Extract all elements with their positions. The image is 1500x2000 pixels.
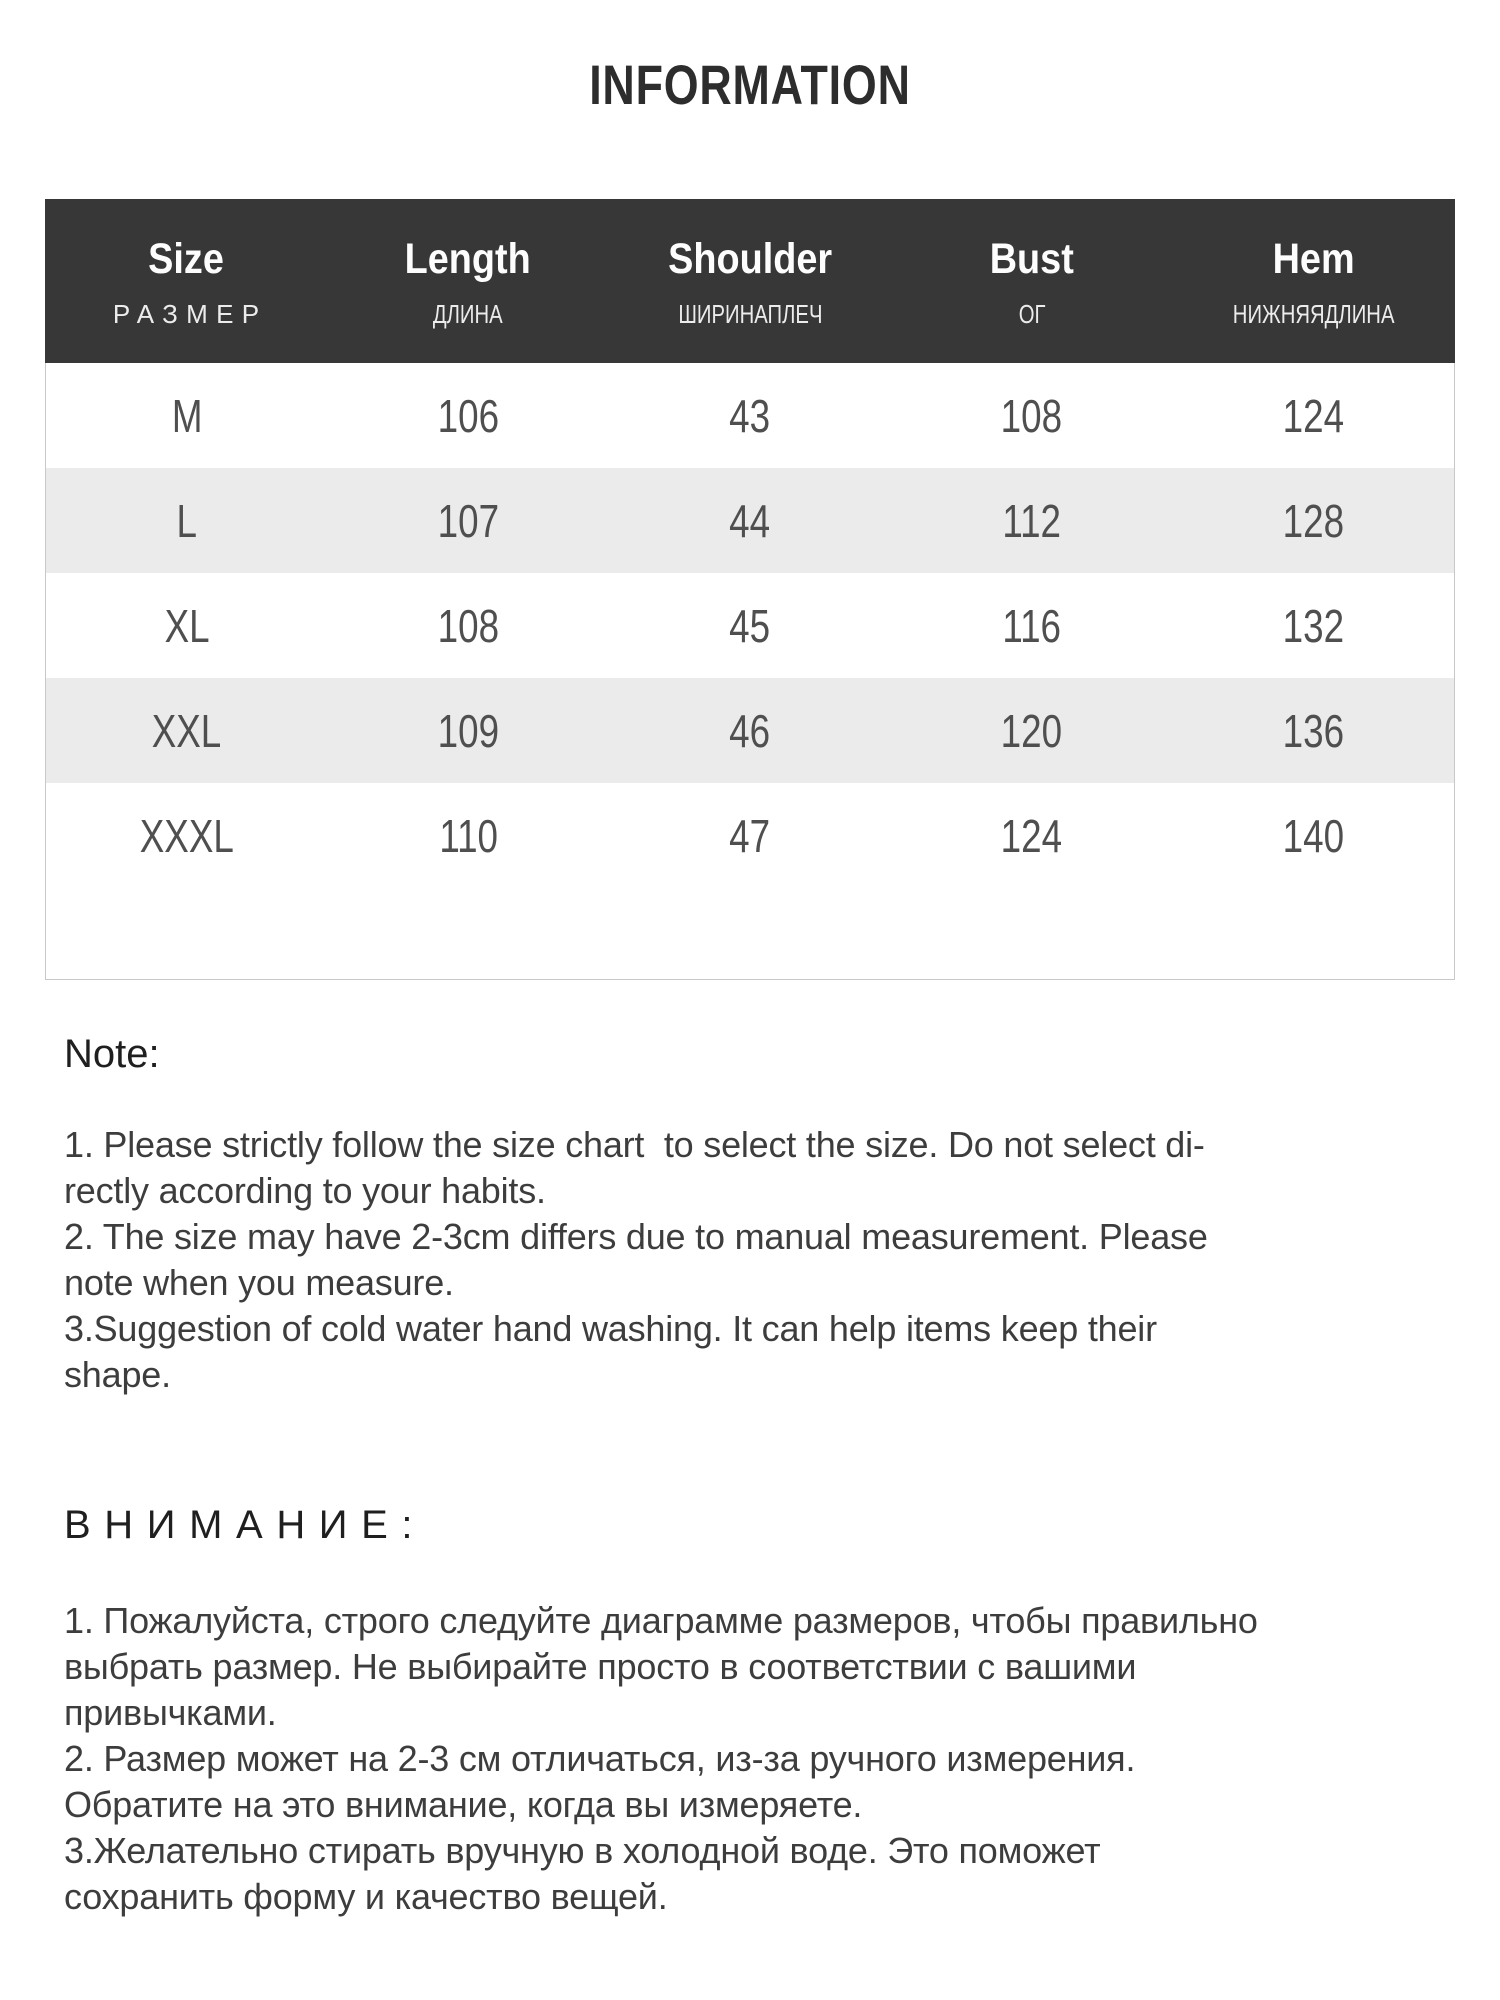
cell-shoulder: 47 — [729, 809, 771, 862]
note-line: привычками. — [64, 1692, 277, 1733]
cell-shoulder: 45 — [729, 599, 771, 652]
table-row-xl — [46, 573, 1454, 678]
table-row-l — [46, 468, 1454, 573]
cell-length: 108 — [437, 599, 500, 652]
note-line: Обратите на это внимание, когда вы измеряете. — [64, 1784, 863, 1825]
cell-length: 109 — [437, 704, 500, 757]
column-label-en: Bust — [989, 234, 1075, 283]
column-label-en: Hem — [1272, 234, 1356, 283]
size-table — [45, 199, 1455, 980]
note-line: rectly according to your habits. — [64, 1170, 546, 1211]
column-label-ru: ДЛИНА — [433, 298, 503, 329]
table-empty-filler — [46, 888, 1454, 979]
cell-size: XXL — [152, 704, 222, 757]
cell-length: 107 — [437, 494, 500, 547]
column-header-shoulder — [609, 199, 891, 363]
column-label-en: Size — [148, 234, 224, 283]
note-line: 1. Please strictly follow the size chart to select the size. Do not select di- — [64, 1124, 1205, 1165]
note-line: 3.Желательно стирать вручную в холодной воде. Это поможет — [64, 1830, 1101, 1871]
column-header-size — [45, 199, 327, 363]
cell-bust: 120 — [1000, 704, 1063, 757]
note-heading-ru: ВНИМАНИЕ: — [64, 1503, 427, 1547]
note-line: 3.Suggestion of cold water hand washing. It can help items keep their — [64, 1308, 1157, 1349]
note-heading-en: Note: — [64, 1032, 160, 1076]
cell-shoulder: 44 — [729, 494, 771, 547]
cell-length: 106 — [437, 389, 500, 442]
size-table-body — [45, 363, 1455, 980]
column-header-hem — [1173, 199, 1455, 363]
note-line: выбрать размер. Не выбирайте просто в соответствии с вашими — [64, 1646, 1137, 1687]
note-line: 2. The size may have 2-3cm differs due to manual measurement. Please — [64, 1216, 1208, 1257]
page-title-wrap — [0, 52, 1500, 117]
note-line: 1. Пожалуйста, строго следуйте диаграмме размеров, чтобы правильно — [64, 1600, 1258, 1641]
cell-hem: 128 — [1282, 494, 1344, 547]
cell-bust: 112 — [1002, 494, 1061, 547]
column-header-bust — [891, 199, 1173, 363]
table-row-xxxl — [46, 783, 1454, 888]
cell-shoulder: 43 — [729, 389, 771, 442]
cell-size: L — [176, 494, 198, 547]
cell-hem: 132 — [1282, 599, 1344, 652]
note-paragraph-en — [64, 1122, 1450, 1398]
column-label-en: Shoulder — [668, 234, 832, 283]
cell-bust: 116 — [1002, 599, 1061, 652]
table-row-m — [46, 363, 1454, 468]
cell-hem: 136 — [1282, 704, 1344, 757]
column-header-length — [327, 199, 609, 363]
column-label-ru: ШИРИНАПЛЕЧ — [677, 298, 823, 329]
cell-shoulder: 46 — [729, 704, 771, 757]
column-label-ru: НИЖНЯЯДЛИНА — [1233, 298, 1395, 329]
cell-hem: 140 — [1282, 809, 1344, 862]
cell-size: XL — [164, 599, 210, 652]
note-line: note when you measure. — [64, 1262, 454, 1303]
cell-bust: 108 — [1000, 389, 1063, 442]
note-paragraph-ru — [64, 1598, 1450, 1920]
column-label-ru: ОГ — [1018, 298, 1046, 329]
note-line: сохранить форму и качество вещей. — [64, 1876, 668, 1917]
page-title: INFORMATION — [589, 53, 911, 116]
column-label-en: Length — [404, 234, 532, 283]
size-table-header — [45, 199, 1455, 363]
cell-size: XXXL — [139, 809, 234, 862]
cell-hem: 124 — [1282, 389, 1344, 442]
table-row-xxl — [46, 678, 1454, 783]
note-line: shape. — [64, 1354, 171, 1395]
cell-length: 110 — [439, 809, 498, 862]
column-label-ru: РАЗМЕР — [112, 298, 268, 329]
cell-size: M — [171, 389, 203, 442]
note-line: 2. Размер может на 2-3 см отличаться, из-за ручного измерения. — [64, 1738, 1136, 1779]
cell-bust: 124 — [1000, 809, 1063, 862]
